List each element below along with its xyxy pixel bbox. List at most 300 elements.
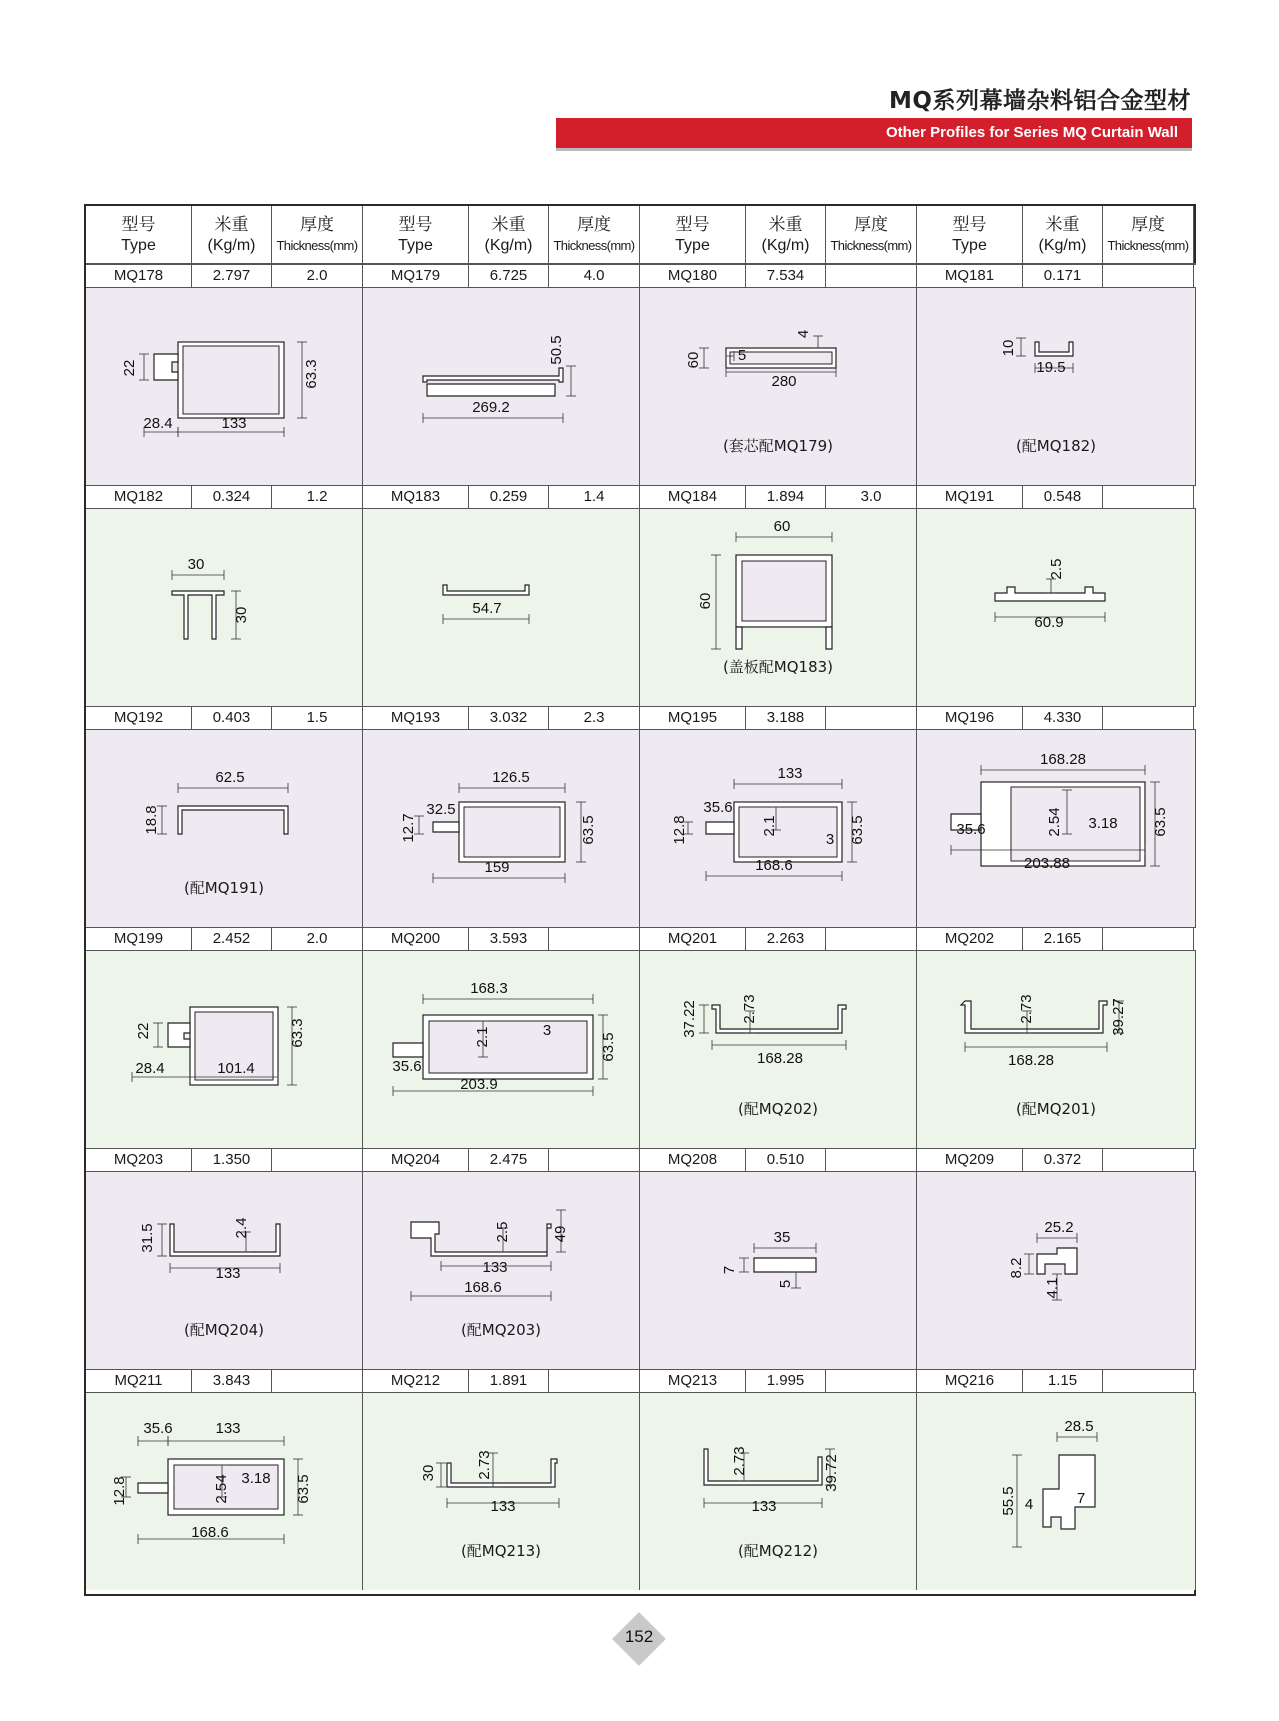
thickness-header-en: Thickness(mm) xyxy=(553,238,635,253)
type-header-en: Type xyxy=(675,237,710,254)
column-header-group xyxy=(640,206,917,264)
profile-info-row xyxy=(640,485,917,509)
profile-drawing-cell xyxy=(917,951,1196,1148)
profile-shape xyxy=(1043,1455,1095,1529)
dimension-label: 4 xyxy=(795,329,812,339)
dimension-label: 63.5 xyxy=(580,815,597,845)
profile-drawing-cell xyxy=(917,288,1196,485)
profile-thickness xyxy=(549,1370,640,1392)
dimension-label: 133 xyxy=(490,1498,516,1515)
page-number: 152 xyxy=(624,1627,654,1646)
type-header xyxy=(86,206,192,263)
profile-weight: 7.534 xyxy=(746,265,826,287)
profile-drawing-cell xyxy=(86,730,363,927)
profile-weight: 2.797 xyxy=(192,265,272,287)
profile-cavity xyxy=(739,807,837,857)
profile-info-row xyxy=(363,706,640,730)
profile-note: (盖板配MQ183) xyxy=(722,658,834,676)
profile-note: (配MQ202) xyxy=(737,1100,819,1118)
column-header-group xyxy=(86,206,363,264)
profile-section-drawing xyxy=(86,509,363,706)
profile-shape xyxy=(423,368,563,382)
column-header-group xyxy=(917,206,1196,264)
profile-drawing-cell xyxy=(640,730,917,927)
thickness-header-zh: 厚度 xyxy=(1131,215,1165,235)
weight-header xyxy=(1023,206,1103,263)
dimension-label: 168.6 xyxy=(464,1279,502,1296)
profile-shape xyxy=(826,627,832,649)
dimension-label: 63.3 xyxy=(289,1018,306,1048)
dimension-label: 4 xyxy=(1024,1496,1034,1513)
profile-section-drawing xyxy=(917,1393,1196,1590)
profile-weight: 1.995 xyxy=(746,1370,826,1392)
thickness-header-en: Thickness(mm) xyxy=(830,238,912,253)
thickness-header xyxy=(826,206,917,263)
profile-shape xyxy=(704,1449,822,1485)
profile-type: MQ202 xyxy=(917,928,1023,950)
profile-thickness xyxy=(1103,1370,1194,1392)
profile-thickness: 1.4 xyxy=(549,486,640,508)
dimension-label: 2.73 xyxy=(731,1446,748,1476)
thickness-header-en: Thickness(mm) xyxy=(276,238,358,253)
profile-catalog-table xyxy=(84,204,1196,1596)
profile-shape xyxy=(736,627,742,649)
profile-weight: 1.891 xyxy=(469,1370,549,1392)
weight-header xyxy=(746,206,826,263)
dimension-label: 8.2 xyxy=(1008,1257,1025,1279)
profile-info-row xyxy=(917,485,1196,509)
profile-info-row xyxy=(917,1148,1196,1172)
profile-shape xyxy=(411,1222,551,1256)
profile-section-drawing xyxy=(917,730,1196,927)
profile-weight: 1.894 xyxy=(746,486,826,508)
profile-type: MQ204 xyxy=(363,1149,469,1171)
banner-shadow xyxy=(556,148,1192,151)
dimension-label: 30 xyxy=(187,556,205,573)
dimension-label: 22 xyxy=(121,359,138,377)
dimension-label: 62.5 xyxy=(215,769,245,786)
dimension-label: 54.7 xyxy=(472,600,502,617)
dimension-label: 37.22 xyxy=(681,1000,698,1038)
dimension-label: 31.5 xyxy=(139,1223,156,1253)
profile-type: MQ178 xyxy=(86,265,192,287)
profile-drawing-cell xyxy=(86,288,363,485)
dimension-label: 18.8 xyxy=(143,805,160,835)
profile-thickness xyxy=(1103,486,1194,508)
dimension-label: 4.1 xyxy=(1044,1277,1061,1299)
dimension-label: 126.5 xyxy=(492,769,530,786)
profile-note: (配MQ201) xyxy=(1015,1100,1097,1118)
profile-note: (配MQ213) xyxy=(460,1542,542,1560)
dimension-label: 2.73 xyxy=(741,994,758,1024)
profile-weight: 0.259 xyxy=(469,486,549,508)
dimension-label: 63.5 xyxy=(849,815,866,845)
profile-type: MQ193 xyxy=(363,707,469,729)
profile-type: MQ212 xyxy=(363,1370,469,1392)
profile-thickness xyxy=(826,707,917,729)
weight-header-en: (Kg/m) xyxy=(207,237,256,254)
profile-weight: 0.510 xyxy=(746,1149,826,1171)
profile-thickness: 1.5 xyxy=(272,707,363,729)
type-header-en: Type xyxy=(952,237,987,254)
profile-type: MQ181 xyxy=(917,265,1023,287)
type-header-en: Type xyxy=(398,237,433,254)
profile-info-row xyxy=(917,264,1196,288)
dimension-label: 35.6 xyxy=(703,799,733,816)
profile-info-row xyxy=(86,1148,363,1172)
profile-section-drawing xyxy=(363,951,640,1148)
profile-type: MQ201 xyxy=(640,928,746,950)
profile-info-row xyxy=(86,1369,363,1393)
profile-shape xyxy=(393,1043,423,1057)
dimension-label: 133 xyxy=(482,1259,508,1276)
profile-section-drawing xyxy=(363,288,640,485)
thickness-header xyxy=(272,206,363,263)
profile-weight: 3.032 xyxy=(469,707,549,729)
type-header-zh: 型号 xyxy=(675,215,710,235)
profile-weight: 0.403 xyxy=(192,707,272,729)
dimension-label: 2.54 xyxy=(1046,807,1063,837)
profile-shape xyxy=(178,806,288,834)
profile-drawing-cell xyxy=(363,1393,640,1590)
profile-thickness xyxy=(1103,928,1194,950)
profile-type: MQ192 xyxy=(86,707,192,729)
profile-type: MQ200 xyxy=(363,928,469,950)
dimension-label: 50.5 xyxy=(548,335,565,365)
dimension-label: 63.5 xyxy=(600,1032,617,1062)
profile-drawing-cell xyxy=(917,509,1196,706)
dimension-label: 60 xyxy=(773,518,791,535)
profile-info-row xyxy=(640,927,917,951)
dimension-label: 133 xyxy=(751,1498,777,1515)
profile-note: (套芯配MQ179) xyxy=(722,437,834,455)
profile-drawing-cell xyxy=(86,1172,363,1369)
profile-weight: 1.15 xyxy=(1023,1370,1103,1392)
profile-shape xyxy=(138,1483,168,1493)
profile-shape xyxy=(154,354,178,380)
profile-drawing-cell xyxy=(363,509,640,706)
dimension-label: 35.6 xyxy=(392,1058,422,1075)
profile-section-drawing xyxy=(86,951,363,1148)
dimension-label: 12.7 xyxy=(400,813,417,843)
dimension-label: 203.88 xyxy=(1024,855,1070,872)
profile-shape xyxy=(168,1023,190,1047)
profile-info-row xyxy=(86,706,363,730)
profile-info-row xyxy=(363,1369,640,1393)
type-header-zh: 型号 xyxy=(952,215,987,235)
dimension-label: 5 xyxy=(777,1279,794,1289)
profile-info-row xyxy=(640,1369,917,1393)
profile-thickness: 3.0 xyxy=(826,486,917,508)
profile-thickness xyxy=(826,265,917,287)
profile-cavity xyxy=(183,346,279,414)
profile-type: MQ183 xyxy=(363,486,469,508)
profile-drawing-cell xyxy=(640,1393,917,1590)
profile-drawing-cell xyxy=(363,951,640,1148)
weight-header-en: (Kg/m) xyxy=(484,237,533,254)
dimension-label: 168.3 xyxy=(470,980,508,997)
dimension-label: 60 xyxy=(685,351,702,369)
dimension-label: 30 xyxy=(233,606,250,624)
thickness-header xyxy=(549,206,640,263)
type-header-zh: 型号 xyxy=(121,215,156,235)
profile-thickness xyxy=(826,1370,917,1392)
dimension-label: 7 xyxy=(721,1265,738,1275)
profile-thickness: 4.0 xyxy=(549,265,640,287)
dimension-label: 133 xyxy=(221,415,247,432)
dimension-label: 63.5 xyxy=(295,1474,312,1504)
dimension-label: 7 xyxy=(1076,1490,1086,1507)
dimension-label: 3.18 xyxy=(1088,815,1118,832)
profile-weight: 4.330 xyxy=(1023,707,1103,729)
dimension-label: 3 xyxy=(542,1022,552,1039)
profile-thickness xyxy=(549,928,640,950)
thickness-header-zh: 厚度 xyxy=(577,215,611,235)
dimension-label: 12.8 xyxy=(111,1476,128,1506)
weight-header-en: (Kg/m) xyxy=(1038,237,1087,254)
profile-type: MQ179 xyxy=(363,265,469,287)
profile-shape xyxy=(1037,1248,1077,1274)
profile-cavity xyxy=(742,561,826,621)
profile-shape xyxy=(433,822,459,832)
dimension-label: 5 xyxy=(737,347,747,364)
profile-drawing-cell xyxy=(86,1393,363,1590)
profile-shape xyxy=(427,384,555,396)
dimension-label: 3 xyxy=(825,831,835,848)
dimension-label: 12.8 xyxy=(671,815,688,845)
dimension-label: 30 xyxy=(420,1464,437,1482)
profile-shape xyxy=(712,1005,846,1033)
profile-type: MQ199 xyxy=(86,928,192,950)
dimension-label: 2.5 xyxy=(494,1221,511,1243)
profile-type: MQ213 xyxy=(640,1370,746,1392)
profile-weight: 0.171 xyxy=(1023,265,1103,287)
dimension-label: 35.6 xyxy=(143,1420,173,1437)
profile-drawing-cell xyxy=(363,1172,640,1369)
weight-header-zh: 米重 xyxy=(214,215,249,235)
profile-info-row xyxy=(917,706,1196,730)
type-header-en: Type xyxy=(121,237,156,254)
type-header xyxy=(917,206,1023,263)
profile-drawing-cell xyxy=(640,509,917,706)
profile-type: MQ203 xyxy=(86,1149,192,1171)
profile-section-drawing xyxy=(86,1393,363,1590)
profile-info-row xyxy=(917,927,1196,951)
profile-drawing-cell xyxy=(363,288,640,485)
profile-drawing-cell xyxy=(640,288,917,485)
profile-section-drawing xyxy=(363,730,640,927)
dimension-label: 32.5 xyxy=(426,801,456,818)
profile-weight: 0.372 xyxy=(1023,1149,1103,1171)
profile-shape xyxy=(1035,342,1073,356)
profile-thickness: 2.0 xyxy=(272,928,363,950)
profile-cavity xyxy=(464,807,560,857)
dimension-label: 2.1 xyxy=(474,1026,491,1048)
dimension-label: 168.6 xyxy=(755,857,793,874)
page-number-badge xyxy=(612,1612,666,1666)
type-header xyxy=(363,206,469,263)
profile-weight: 0.548 xyxy=(1023,486,1103,508)
profile-type: MQ195 xyxy=(640,707,746,729)
dimension-label: 49 xyxy=(552,1225,569,1243)
dimension-label: 28.4 xyxy=(135,1060,165,1077)
profile-thickness xyxy=(1103,265,1194,287)
profile-section-drawing xyxy=(363,509,640,706)
profile-thickness xyxy=(1103,707,1194,729)
profile-info-row xyxy=(86,485,363,509)
profile-note: (配MQ203) xyxy=(460,1321,542,1339)
weight-header-zh: 米重 xyxy=(491,215,526,235)
dimension-label: 25.2 xyxy=(1044,1219,1074,1236)
profile-weight: 3.843 xyxy=(192,1370,272,1392)
profile-drawing-cell xyxy=(917,1393,1196,1590)
profile-section-drawing xyxy=(640,730,917,927)
profile-weight: 1.350 xyxy=(192,1149,272,1171)
profile-thickness: 2.0 xyxy=(272,265,363,287)
thickness-header-zh: 厚度 xyxy=(300,215,334,235)
profile-thickness xyxy=(826,1149,917,1171)
dimension-label: 280 xyxy=(771,373,797,390)
dimension-label: 35.6 xyxy=(956,821,986,838)
dimension-label: 2.73 xyxy=(476,1450,493,1480)
profile-drawing-cell xyxy=(363,730,640,927)
dimension-label: 3.18 xyxy=(241,1470,271,1487)
profile-note: (配MQ212) xyxy=(737,1542,819,1560)
profile-thickness xyxy=(272,1149,363,1171)
dimension-label: 159 xyxy=(484,859,510,876)
profile-type: MQ191 xyxy=(917,486,1023,508)
profile-section-drawing xyxy=(86,288,363,485)
dimension-label: 55.5 xyxy=(1000,1486,1017,1516)
section-banner xyxy=(556,118,1192,148)
profile-info-row xyxy=(363,485,640,509)
profile-type: MQ184 xyxy=(640,486,746,508)
dimension-label: 101.4 xyxy=(217,1060,255,1077)
profile-type: MQ211 xyxy=(86,1370,192,1392)
profile-cavity xyxy=(429,1021,587,1073)
profile-weight: 2.452 xyxy=(192,928,272,950)
dimension-label: 60 xyxy=(697,592,714,610)
dimension-label: 10 xyxy=(1000,339,1017,357)
thickness-header xyxy=(1103,206,1194,263)
profile-section-drawing xyxy=(917,1172,1196,1369)
weight-header xyxy=(192,206,272,263)
dimension-label: 63.5 xyxy=(1152,807,1169,837)
dimension-label: 19.5 xyxy=(1036,359,1066,376)
dimension-label: 35 xyxy=(773,1229,791,1246)
profile-thickness xyxy=(549,1149,640,1171)
dimension-label: 2.73 xyxy=(1018,994,1035,1024)
profile-weight: 2.165 xyxy=(1023,928,1103,950)
thickness-header-zh: 厚度 xyxy=(854,215,888,235)
profile-info-row xyxy=(640,706,917,730)
dimension-label: 269.2 xyxy=(472,399,510,416)
profile-info-row xyxy=(363,264,640,288)
dimension-label: 2.5 xyxy=(1048,558,1065,580)
profile-drawing-cell xyxy=(640,1172,917,1369)
profile-info-row xyxy=(640,264,917,288)
profile-shape xyxy=(754,1258,816,1272)
profile-thickness xyxy=(272,1370,363,1392)
profile-shape xyxy=(172,591,224,639)
weight-header xyxy=(469,206,549,263)
type-header-zh: 型号 xyxy=(398,215,433,235)
dimension-label: 168.28 xyxy=(757,1050,803,1067)
profile-drawing-cell xyxy=(917,730,1196,927)
profile-type: MQ216 xyxy=(917,1370,1023,1392)
profile-info-row xyxy=(363,927,640,951)
dimension-label: 39.27 xyxy=(1110,998,1127,1036)
profile-weight: 2.475 xyxy=(469,1149,549,1171)
weight-header-zh: 米重 xyxy=(768,215,803,235)
dimension-label: 133 xyxy=(777,765,803,782)
profile-note: (配MQ191) xyxy=(183,879,265,897)
section-subtitle: Other Profiles for Series MQ Curtain Wall xyxy=(885,124,1178,141)
profile-shape xyxy=(170,1224,280,1256)
profile-type: MQ182 xyxy=(86,486,192,508)
profile-weight: 0.324 xyxy=(192,486,272,508)
profile-shape xyxy=(995,587,1105,601)
profile-type: MQ209 xyxy=(917,1149,1023,1171)
profile-weight: 6.725 xyxy=(469,265,549,287)
dimension-label: 168.28 xyxy=(1040,751,1086,768)
profile-info-row xyxy=(86,927,363,951)
profile-thickness: 1.2 xyxy=(272,486,363,508)
type-header xyxy=(640,206,746,263)
profile-thickness xyxy=(826,928,917,950)
profile-section-drawing xyxy=(917,509,1196,706)
profile-note: (配MQ204) xyxy=(183,1321,265,1339)
dimension-label: 168.6 xyxy=(191,1524,229,1541)
thickness-header-en: Thickness(mm) xyxy=(1107,238,1189,253)
profile-info-row xyxy=(917,1369,1196,1393)
profile-weight: 2.263 xyxy=(746,928,826,950)
profile-type: MQ180 xyxy=(640,265,746,287)
profile-type: MQ208 xyxy=(640,1149,746,1171)
dimension-label: 133 xyxy=(215,1420,241,1437)
dimension-label: 168.28 xyxy=(1008,1052,1054,1069)
profile-thickness: 2.3 xyxy=(549,707,640,729)
profile-weight: 3.188 xyxy=(746,707,826,729)
dimension-label: 133 xyxy=(215,1265,241,1282)
dimension-label: 28.5 xyxy=(1064,1418,1094,1435)
dimension-label: 22 xyxy=(135,1022,152,1040)
dimension-label: 2.4 xyxy=(233,1217,250,1239)
profile-info-row xyxy=(86,264,363,288)
profile-thickness xyxy=(1103,1149,1194,1171)
weight-header-zh: 米重 xyxy=(1045,215,1080,235)
dimension-label: 39.72 xyxy=(823,1454,840,1492)
dimension-label: 2.54 xyxy=(213,1474,230,1504)
profile-info-row xyxy=(363,1148,640,1172)
profile-drawing-cell xyxy=(86,951,363,1148)
profile-weight: 3.593 xyxy=(469,928,549,950)
dimension-label: 28.4 xyxy=(143,415,173,432)
dimension-label: 63.3 xyxy=(303,359,320,389)
profile-shape xyxy=(447,1459,557,1487)
profile-shape xyxy=(706,822,734,834)
dimension-label: 2.1 xyxy=(761,815,778,837)
profile-type: MQ196 xyxy=(917,707,1023,729)
profile-shape xyxy=(443,585,529,595)
profile-drawing-cell xyxy=(640,951,917,1148)
profile-info-row xyxy=(640,1148,917,1172)
profile-note: (配MQ182) xyxy=(1015,437,1097,455)
dimension-label: 203.9 xyxy=(460,1076,498,1093)
profile-drawing-cell xyxy=(917,1172,1196,1369)
column-header-group xyxy=(363,206,640,264)
profile-section-drawing xyxy=(640,1172,917,1369)
